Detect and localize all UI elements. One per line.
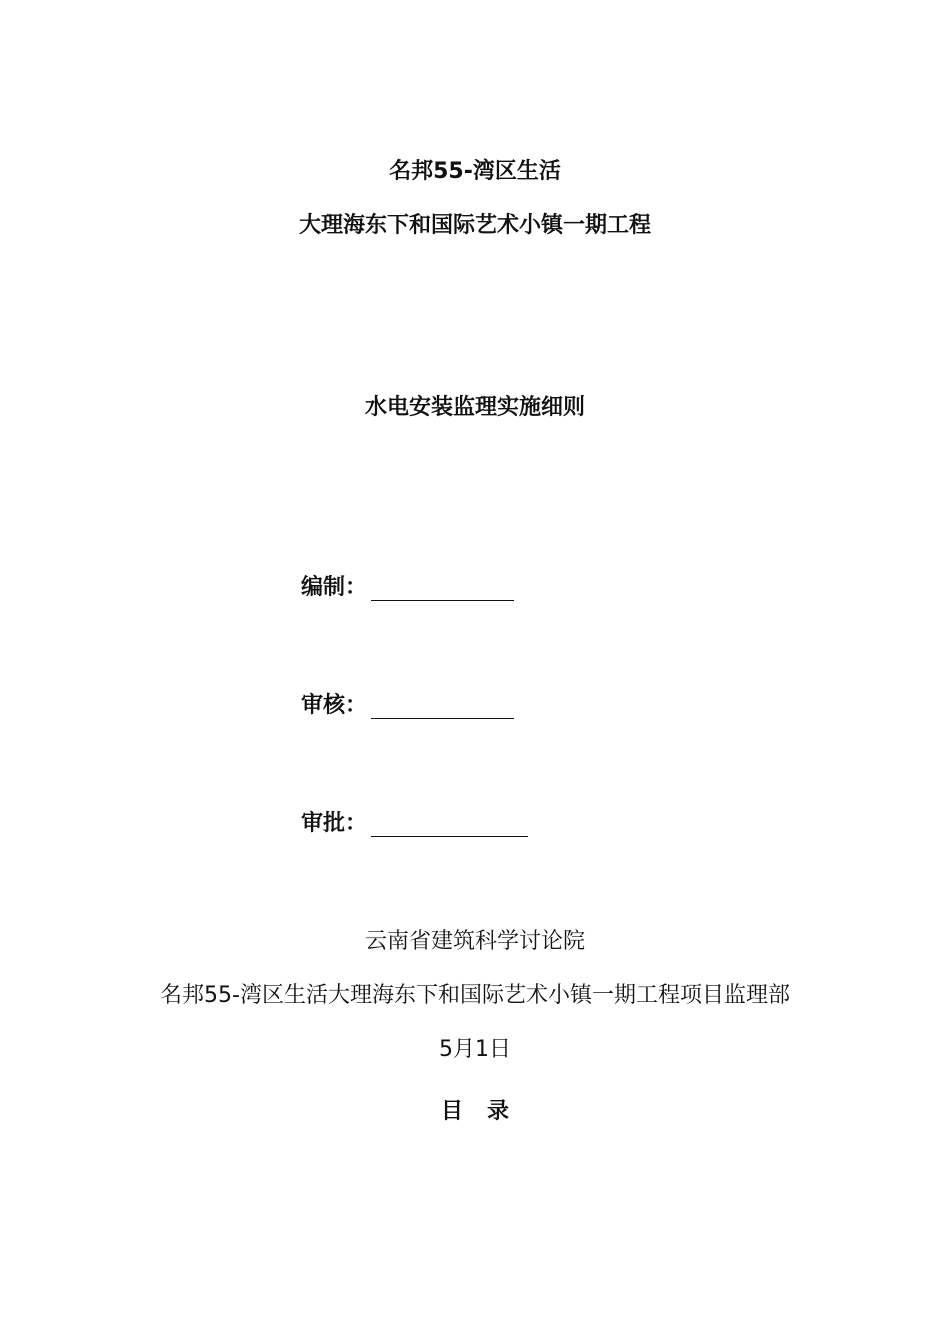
document-date: 5月1日 bbox=[439, 1037, 511, 1062]
department-name: 名邦55-湾区生活大理海东下和国际艺术小镇一期工程项目监理部 bbox=[160, 983, 790, 1008]
approved-blank-line bbox=[371, 810, 528, 837]
signature-row-reviewed bbox=[301, 688, 514, 718]
signature-row-approved bbox=[301, 806, 528, 836]
approved-label: 审批： bbox=[301, 811, 368, 836]
prepared-blank-line bbox=[371, 574, 514, 601]
reviewed-label: 审核： bbox=[301, 693, 368, 718]
project-title-line-1: 名邦55-湾区生活 bbox=[389, 159, 561, 184]
signature-row-prepared bbox=[301, 570, 514, 600]
prepared-label: 编制： bbox=[301, 575, 368, 600]
document-title: 水电安装监理实施细则 bbox=[364, 395, 585, 420]
project-title-line-2: 大理海东下和国际艺术小镇一期工程 bbox=[298, 213, 651, 238]
toc-heading: 目录 bbox=[440, 1099, 533, 1124]
organization-name: 云南省建筑科学讨论院 bbox=[364, 929, 585, 954]
reviewed-blank-line bbox=[371, 692, 514, 719]
